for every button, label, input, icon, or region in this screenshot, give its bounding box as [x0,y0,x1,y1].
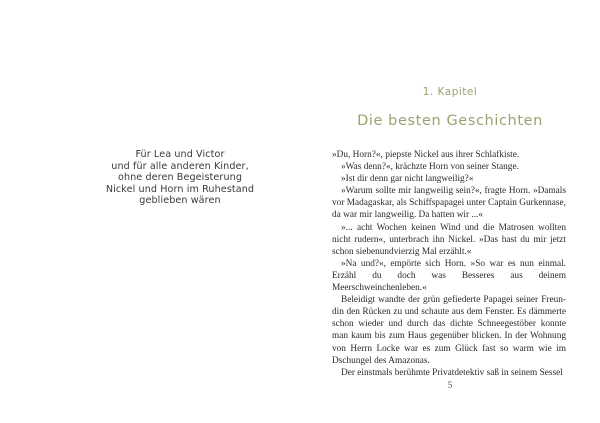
dedication-line: ohne deren Begeisterung [117,172,243,184]
dedication-line: Nickel und Horn im Ruhestand [105,183,255,195]
dedication-line: und für alle anderen Kinder, [111,160,249,172]
body-text [332,149,566,379]
paragraph: »Na und?«, empörte sich Horn. »So war es nun einmal. Erzähl du doch was Besseres aus deinem Meerschweinchenleben.« [332,258,566,294]
paragraph: »... acht Wochen keinen Wind und die Matrosen wollten nicht rudern«, unterbrach ihn Nickel. »Das hast du mir jetzt schon siebenundvierzig Mal erzählt.« [332,222,566,257]
paragraph: »Ist dir denn gar nicht langweilig?« [341,174,474,185]
dedication-line: Für Lea und Victor [135,149,225,160]
dedication-line: geblieben wären [139,195,221,207]
dedication [80,149,280,207]
paragraph: »Du, Horn?«, piepste Nickel aus ihrer Schlafkiste. [332,150,520,160]
chapter-number: 1. Kapitel [422,86,478,98]
paragraph: »Warum sollte mir langweilig sein?«, fragte Horn. »Damals vor Madagaskar, als Schiffspapagei unter Captain Gurkennase, da war mir langweilig. Da hatten wir ...« [332,186,566,221]
paragraph: »Was denn?«, krächzte Horn von seiner Stange. [341,162,519,173]
paragraph: Der einstmals berühmte Privatdetektiv saß in seinem Sessel [341,367,563,378]
chapter-title: Die besten Geschichten [357,113,543,129]
page-number: 5 [447,381,453,391]
paragraph: Beleidigt wandte der grün gefiederte Papagei seiner Freundin den Rücken zu und schaute aus dem Fenster. Es dämmerte schon wieder und durch das dichte Schneegestöber konnte man kaum bis zum Haus gegenüber blicken. In der Wohnung von Herrn Locke war es zum Glück fast so warm wie im Dschungel des Amazonas. [332,295,566,366]
right-page [300,0,600,423]
